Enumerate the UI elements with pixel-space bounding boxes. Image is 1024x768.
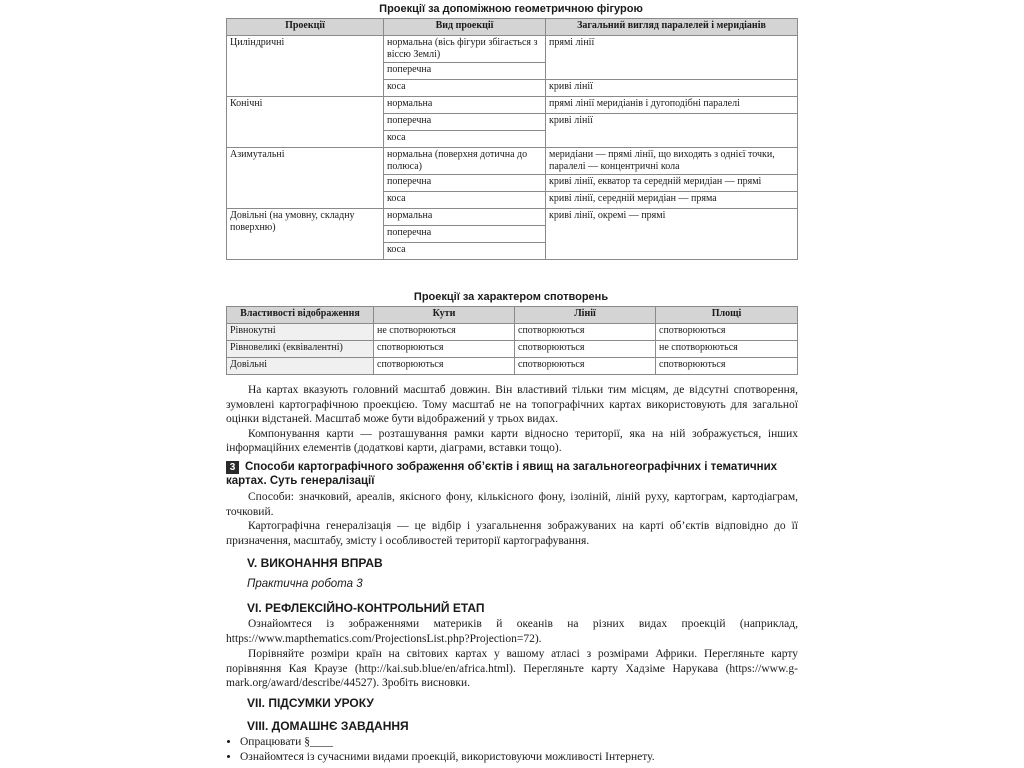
table2-row	[227, 324, 798, 341]
section-3-heading	[226, 460, 798, 488]
projection-kind: нормальна	[384, 209, 546, 226]
section-7-title: VII. ПІДСУМКИ УРОКУ	[247, 696, 374, 710]
section-8-title: VIII. ДОМАШНЄ ЗАВДАННЯ	[247, 719, 409, 733]
distortion-value: спотворюються	[515, 341, 656, 358]
distortion-value: спотворюються	[656, 324, 798, 341]
graticule-look: криві лінії, середній меридіан — пряма	[546, 192, 798, 209]
graticule-look: криві лінії, окремі — прямі	[546, 209, 798, 260]
col-header-general-look: Загальний вигляд паралелей і меридіанів	[546, 19, 798, 36]
projection-kind: поперечна	[384, 175, 546, 192]
projection-kind: поперечна	[384, 226, 546, 243]
section-6-title: VI. РЕФЛЕКСІЙНО-КОНТРОЛЬНИЙ ЕТАП	[247, 601, 485, 615]
paragraph-scale: На картах вказують головний масштаб довжин. Він властивий тільки тим місцям, де відсутні спотворення, зумовлені картографічною проекцією. Тому масштаб не на топографічних картах використовують для загальної оцінки відстаней. Масштаб може бути відображений у трьох видах.	[226, 384, 798, 425]
section-3-methods: Способи: значковий, ареалів, якісного фону, кількісного фону, ізоліній, ліній руху, картограм, картодіаграм, точковий.	[226, 491, 798, 518]
distortion-value: не спотворюються	[374, 324, 515, 341]
projection-group-name: Довільні (на умовну, складну поверхню)	[227, 209, 384, 260]
paragraph-layout: Компонування карти — розташування рамки карти відносно території, яка на ній зображується, інших інформаційних елементів (додаткові карти, діаграми, вставки тощо).	[226, 427, 798, 454]
section-5-title: V. ВИКОНАННЯ ВПРАВ	[247, 556, 383, 570]
section-number-badge: 3	[226, 461, 239, 474]
table1-row	[227, 148, 798, 175]
col-header-projection-type: Вид проекції	[384, 19, 546, 36]
projection-kind: коса	[384, 243, 546, 260]
section-3-generalization: Картографічна генералізація — це відбір і узагальнення зображуваних на карті об’єктів відповідно до її призначення, масштабу, змісту і особливостей території картографування.	[226, 520, 798, 547]
table1-row	[227, 97, 798, 114]
graticule-look: криві лінії, екватор та середній меридіан — прямі	[546, 175, 798, 192]
homework-list	[226, 735, 800, 764]
distortion-value: спотворюються	[515, 358, 656, 375]
projection-group-name: Конічні	[227, 97, 384, 148]
graticule-look: криві лінії	[546, 114, 798, 148]
projection-kind: коса	[384, 80, 546, 97]
projection-kind: коса	[384, 192, 546, 209]
col-header-projections: Проекції	[227, 19, 384, 36]
table2-row	[227, 358, 798, 375]
property-name: Рівновеликі (еквівалентні)	[227, 341, 374, 358]
textbook-page	[222, 0, 800, 768]
table2-row	[227, 341, 798, 358]
projection-kind: нормальна	[384, 97, 546, 114]
graticule-look: меридіани — прямі лінії, що виходять з однієї точки, паралелі — концентричні кола	[546, 148, 798, 175]
property-name: Довільні	[227, 358, 374, 375]
projection-kind: нормальна (вісь фігури збігається з віссю Землі)	[384, 36, 546, 63]
distortion-value: спотворюються	[374, 341, 515, 358]
distortion-table	[226, 306, 798, 375]
col-header-lines: Лінії	[515, 307, 656, 324]
table1-row	[227, 209, 798, 226]
col-header-areas: Площі	[656, 307, 798, 324]
projection-geometry-table	[226, 18, 798, 260]
property-name: Рівнокутні	[227, 324, 374, 341]
projection-group-name: Циліндричні	[227, 36, 384, 97]
distortion-value: спотворюються	[374, 358, 515, 375]
projection-kind: поперечна	[384, 63, 546, 80]
graticule-look: прямі лінії меридіанів і дугоподібні паралелі	[546, 97, 798, 114]
section-3-title: Способи картографічного зображення об’єктів і явищ на загальногеографічних і тематичних картах. Суть генералізації	[226, 461, 778, 487]
distortion-value: не спотворюються	[656, 341, 798, 358]
distortion-value: спотворюються	[656, 358, 798, 375]
table2-caption: Проекції за характером спотворень	[413, 291, 609, 303]
practical-work-label: Практична робота 3	[247, 578, 363, 590]
table1-row	[227, 36, 798, 63]
homework-item: • Опрацювати §____	[240, 735, 800, 750]
table1-caption: Проекції за допоміжною геометричною фігурою	[379, 3, 643, 15]
projection-kind: поперечна	[384, 114, 546, 131]
projection-kind: коса	[384, 131, 546, 148]
projection-group-name: Азимутальні	[227, 148, 384, 209]
graticule-look: прямі лінії	[546, 36, 798, 80]
section-3	[226, 460, 798, 548]
distortion-value: спотворюються	[515, 324, 656, 341]
section-6-task-1: Ознайомтеся із зображеннями материків й океанів на різних видах проекцій (наприклад, https://www.mapthematics.com/ProjectionsList.php?Projection=72).	[226, 618, 798, 645]
projection-kind: нормальна (поверхня дотична до полюса)	[384, 148, 546, 175]
col-header-angles: Кути	[374, 307, 515, 324]
col-header-properties: Властивості відображення	[227, 307, 374, 324]
graticule-look: криві лінії	[546, 80, 798, 97]
section-6-task-2: Порівняйте розміри країн на світових картах у вашому атласі з розмірами Африки. Перегляньте карту порівняння Кая Краузе (http://kai.sub.blue/en/africa.html). Перегляньте карту Хадзіме Нарукава (https://www.g-mark.org/award/describe/44527). Зробіть висновки.	[226, 648, 798, 689]
homework-item: • Ознайомтеся із сучасними видами проекцій, використовуючи можливості Інтернету.	[240, 750, 800, 765]
